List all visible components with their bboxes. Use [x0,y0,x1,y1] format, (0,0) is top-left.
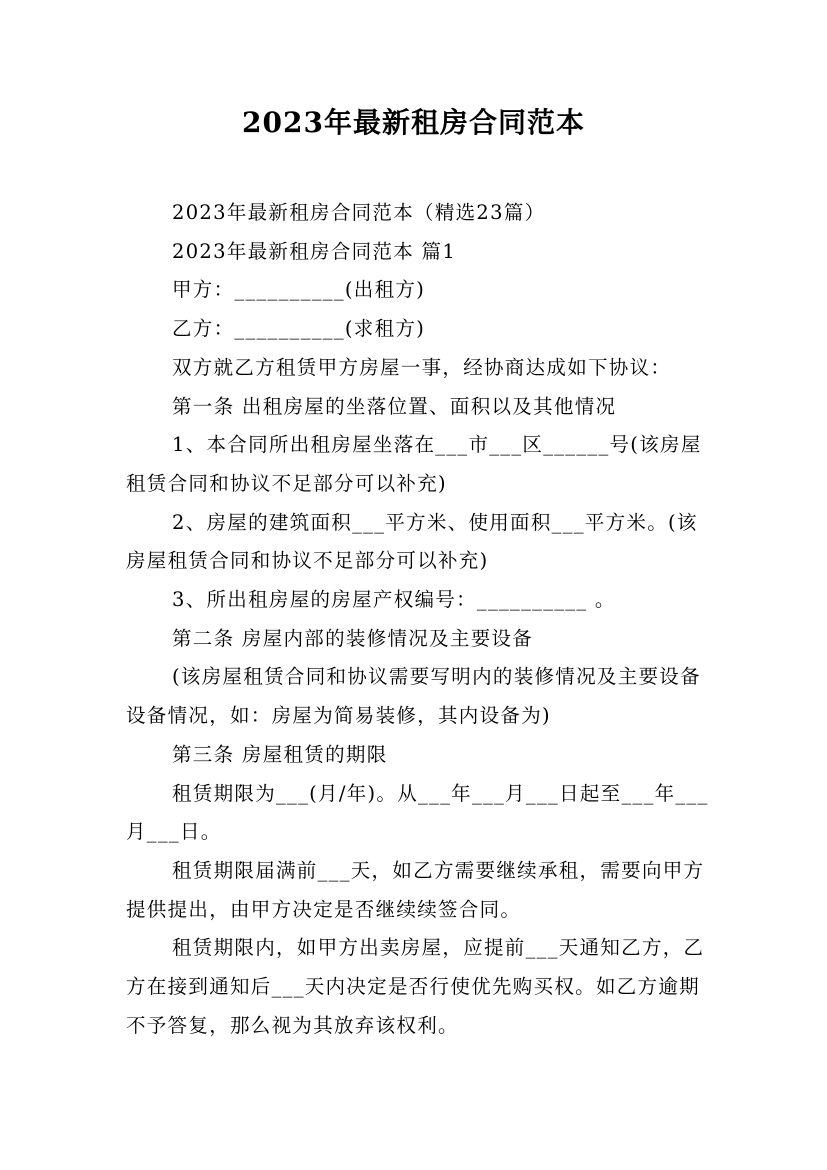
clause-1-item-2: 2、房屋的建筑面积___平方米、使用面积___平方米。(该房屋租赁合同和协议不足部分可以补充) [126,510,698,573]
clause-1-item-1: 1、本合同所出租房屋坐落在___市___区______号(该房屋租赁合同和协议不足部分可以补充) [126,433,702,495]
paragraph-subtitle: 2023年最新租房合同范本（精选23篇） [172,201,546,224]
paragraph-article-heading: 2023年最新租房合同范本 篇1 [172,239,457,263]
clause-2-note: (该房屋租赁合同和协议需要写明内的装修情况及主要设备设备情况，如：房屋为简易装修，其内设备为) [126,665,701,728]
document-title: 2023年最新租房合同范本 [242,106,585,139]
clause-2-heading: 第二条 房屋内部的装修情况及主要设备 [172,626,534,650]
clause-1-heading: 第一条 出租房屋的坐落位置、面积以及其他情况 [172,394,617,418]
clause-3-renewal: 租赁期限届满前___天，如乙方需要继续承租，需要向甲方提供提出，由甲方决定是否继续续签合同。 [126,858,705,921]
paragraph-agreement-intro: 双方就乙方租赁甲方房屋一事，经协商达成如下协议： [172,355,672,379]
paragraph-party-b: 乙方：__________(求租方) [172,317,426,341]
paragraph-party-a: 甲方：__________(出租方) [172,278,426,302]
document-body [126,194,711,1045]
clause-1-item-3: 3、所出租房屋的房屋产权编号：__________ 。 [172,588,616,612]
clause-3-term: 租赁期限为___(月/年)。从___年___月___日起至___年___月___日。 [126,781,709,844]
clause-3-heading: 第三条 房屋租赁的期限 [172,742,388,766]
clause-3-priority-purchase: 租赁期限内，如甲方出卖房屋，应提前___天通知乙方，乙方在接到通知后___天内决定是否行使优先购买权。如乙方逾期不予答复，那么视为其放弃该权利。 [126,936,705,1037]
